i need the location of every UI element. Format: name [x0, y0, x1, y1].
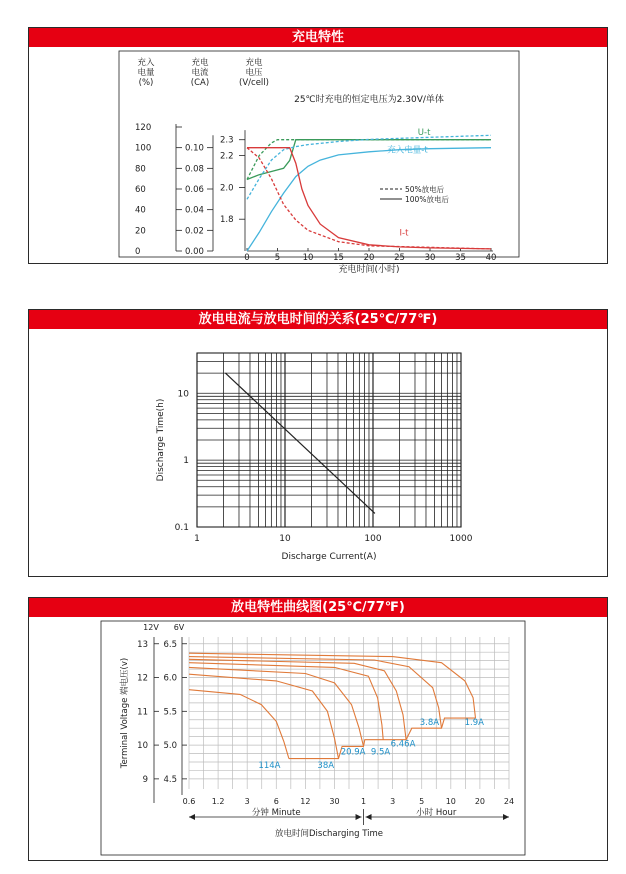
- x-axis-label: Discharge Current(A): [281, 552, 377, 562]
- y-tick-label-12v: 9: [142, 774, 148, 785]
- soc-tick-label: 20: [135, 226, 146, 237]
- x-tick-label: 40: [485, 253, 497, 263]
- arrow-hour-start: [366, 814, 372, 820]
- y-axis-label: Discharge Time(h): [156, 398, 166, 482]
- current-tick-label: 0.02: [185, 226, 204, 237]
- axis-header-line: (V/cell): [239, 78, 269, 88]
- y-axis-12v-header: 12V: [143, 623, 159, 632]
- curve-label: 38A: [317, 761, 335, 772]
- voltage-tick-label: 2.0: [220, 183, 234, 194]
- current-tick-label: 0.00: [185, 247, 204, 257]
- soc-tick-label: 60: [135, 185, 146, 195]
- soc-tick-label: 0: [135, 247, 141, 257]
- chart-frame: [119, 51, 519, 257]
- axis-header-line: 电流: [191, 68, 209, 78]
- x-tick-label: 3: [390, 797, 396, 806]
- x-tick-label: 1.2: [211, 797, 225, 806]
- x-tick-label: 100: [364, 534, 382, 544]
- panel-title: 充电特性: [29, 28, 607, 47]
- curve-label: 3.8A: [419, 717, 440, 728]
- x-tick-label: 1: [194, 534, 200, 544]
- discharge-current-time-chart: [29, 329, 607, 576]
- y-tick-label-6v: 4.5: [163, 774, 177, 785]
- chart-frame: [101, 621, 525, 855]
- x-tick-label: 1: [360, 797, 367, 806]
- discharge-curve: [189, 674, 339, 758]
- axis-header-line: 充电: [191, 58, 209, 68]
- x-tick-label: 10: [302, 253, 314, 263]
- charge-characteristics-panel: [28, 27, 608, 275]
- current-tick-label: 0.04: [185, 205, 204, 216]
- y-tick-label-6v: 5.0: [163, 741, 177, 752]
- voltage-tick-label: 2.3: [220, 135, 234, 146]
- arrow-left: [189, 814, 195, 820]
- axis-header-line: 充入: [137, 58, 155, 68]
- y-tick-label-12v: 13: [137, 639, 148, 650]
- curve-label: 114A: [258, 761, 281, 772]
- x-tick-label: 0: [244, 253, 250, 263]
- y-tick-label-12v: 12: [137, 673, 148, 684]
- x-tick-label: 10: [279, 534, 291, 544]
- curve-label: 1.9A: [464, 717, 484, 728]
- x-tick-label: 10: [445, 797, 456, 806]
- voltage-tick-label: 1.8: [220, 215, 234, 226]
- x-tick-label: 3: [244, 797, 250, 806]
- curve-label: 6.46A: [390, 739, 416, 750]
- x-tick-label: 12: [300, 797, 311, 806]
- curve-label-current: I-t: [399, 228, 409, 239]
- series-line-voltage-100: [247, 140, 491, 180]
- axis-header-line: 充电: [245, 58, 263, 68]
- discharge-characteristics-chart: [29, 617, 607, 860]
- legend-label: 100%放电后: [405, 195, 449, 204]
- axis-header-line: (CA): [190, 78, 210, 88]
- x-tick-label: 0.6: [182, 797, 196, 806]
- y-tick-label-12v: 11: [137, 707, 148, 718]
- x-tick-label: 20: [363, 253, 375, 263]
- x-axis-label: 充电时间(小时): [338, 265, 400, 275]
- curve-label-charge: 充入电量-t: [387, 145, 428, 156]
- current-tick-label: 0.06: [185, 185, 204, 195]
- x-tick-label: 1000: [449, 534, 473, 544]
- x-axis-label: 放电时间Discharging Time: [275, 829, 383, 839]
- legend-label: 50%放电后: [405, 185, 445, 194]
- panel-title: 放电电流与放电时间的关系(25℃/77℉): [29, 310, 607, 329]
- x-tick-label: 35: [455, 253, 466, 263]
- discharge-current-time-panel: [28, 309, 608, 577]
- current-tick-label: 0.08: [185, 164, 204, 175]
- series-line-charge-100: [247, 148, 491, 251]
- x-tick-label: 6: [273, 797, 279, 806]
- minute-label: 分钟 Minute: [251, 808, 301, 818]
- arrow-minute-end: [356, 814, 362, 820]
- hour-label: 小时 Hour: [416, 808, 457, 818]
- discharge-characteristics-panel: [28, 597, 608, 861]
- charge-characteristics-chart: [29, 47, 607, 275]
- curve-label-voltage: U-t: [417, 127, 431, 138]
- arrow-right: [503, 814, 509, 820]
- axis-header-line: 电压: [245, 68, 263, 78]
- discharge-curve: [189, 690, 289, 759]
- x-tick-label: 30: [424, 253, 436, 263]
- axis-header-line: 电量: [137, 68, 155, 78]
- x-tick-label: 25: [394, 253, 405, 263]
- series-line-discharge-time: [225, 373, 375, 513]
- x-tick-label: 20: [474, 797, 486, 806]
- y-tick-label-6v: 6.5: [163, 639, 177, 650]
- x-tick-label: 5: [419, 797, 425, 806]
- soc-tick-label: 80: [135, 164, 146, 175]
- y-tick-label: 1: [183, 456, 189, 467]
- curve-label: 20.9A: [340, 747, 366, 758]
- x-tick-label: 24: [503, 797, 515, 806]
- soc-tick-label: 40: [135, 205, 146, 216]
- y-tick-label-6v: 5.5: [163, 707, 177, 718]
- curve-label: 9.5A: [370, 747, 391, 758]
- y-tick-label: 0.1: [174, 523, 189, 533]
- series-line-current-50: [247, 148, 491, 249]
- y-tick-label-6v: 6.0: [163, 673, 177, 684]
- voltage-tick-label: 2.2: [220, 151, 234, 162]
- x-tick-label: 15: [333, 253, 344, 263]
- axis-header-line: (%): [138, 78, 154, 88]
- soc-tick-label: 100: [135, 143, 152, 154]
- series-line-current-100: [247, 148, 491, 249]
- y-tick-label-12v: 10: [137, 741, 148, 752]
- panel-title: 放电特性曲线图(25℃/77℉): [29, 598, 607, 617]
- series-line-voltage-50: [247, 140, 491, 180]
- y-axis-6v-header: 6V: [173, 623, 185, 632]
- current-tick-label: 0.10: [185, 143, 204, 154]
- x-tick-label: 5: [274, 253, 281, 263]
- soc-tick-label: 120: [135, 123, 152, 133]
- chart-title: 25℃时充电的恒定电压为2.30V/单体: [294, 95, 444, 105]
- discharge-curve: [189, 659, 406, 739]
- y-tick-label: 10: [177, 389, 189, 400]
- x-tick-label: 30: [329, 797, 340, 806]
- y-axis-label: Terminal Voltage 端电压(v): [120, 657, 130, 769]
